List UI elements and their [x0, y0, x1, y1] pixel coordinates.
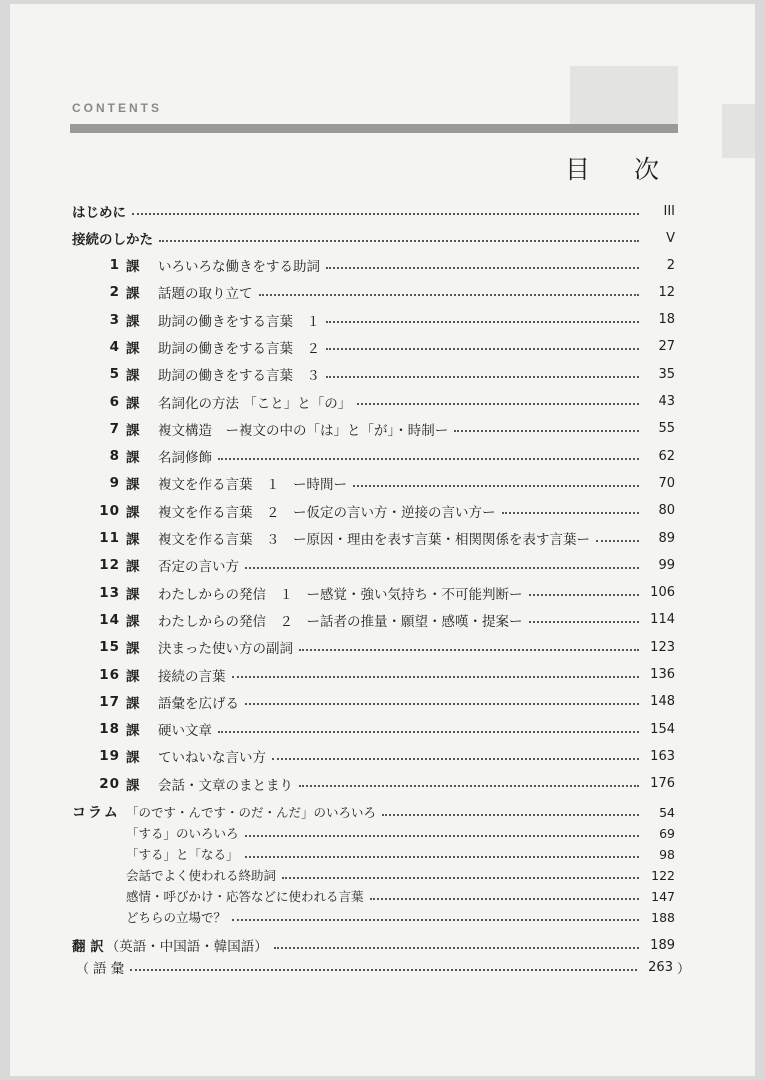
toc-entry-lesson-15[interactable] [72, 636, 675, 658]
lesson-ka: 課 [126, 504, 140, 521]
lesson-ka: 課 [126, 259, 140, 275]
toc-entry-connections[interactable] [72, 227, 675, 249]
lesson-page: 70 [658, 475, 675, 491]
lesson-ka: 課 [126, 450, 140, 467]
column-title: 感情・呼びかけ・応答などに使われる言葉 [126, 889, 364, 904]
leader-dots [218, 730, 639, 733]
lesson-number: 6 [109, 393, 120, 410]
lesson-number: 15 [99, 639, 120, 656]
lesson-number: 1 [109, 257, 120, 273]
lesson-number: 17 [99, 693, 120, 710]
entry-page: III [663, 203, 675, 219]
lesson-number: 2 [109, 284, 120, 301]
column-title: 「する」と「なる」 [126, 847, 239, 862]
entry-page: V [666, 230, 675, 246]
translation-title: （英語・中国語・韓国語） [105, 939, 268, 955]
lesson-page: 89 [658, 530, 675, 546]
lesson-page: 106 [650, 585, 675, 601]
leader-dots [326, 347, 639, 350]
lesson-ka: 課 [126, 641, 140, 658]
leader-dots [326, 375, 639, 378]
lesson-ka: 課 [126, 477, 140, 494]
toc-entry-lesson-17[interactable] [72, 691, 675, 713]
column-page: 69 [659, 825, 675, 841]
leader-dots [245, 834, 639, 837]
lesson-page: 136 [650, 667, 675, 682]
lesson-title: 否定の言い方 [158, 559, 239, 576]
leader-dots [326, 320, 639, 323]
page-title: 目 次 [565, 155, 677, 184]
lesson-ka: 課 [126, 723, 140, 740]
lesson-page: 55 [658, 421, 675, 437]
lesson-page: 2 [666, 257, 675, 273]
lesson-title: 決まった使い方の副詞 [158, 641, 293, 658]
lesson-page: 148 [650, 694, 675, 710]
lesson-number: 16 [99, 666, 120, 683]
lesson-ka: 課 [126, 422, 140, 439]
lesson-ka: 課 [126, 559, 140, 576]
lesson-ka: 課 [126, 586, 140, 603]
lesson-number: 13 [99, 584, 120, 601]
lesson-page: 154 [650, 721, 675, 737]
leader-dots [299, 648, 639, 651]
leader-dots [454, 429, 639, 432]
lesson-title: 語彙を広げる [158, 695, 239, 712]
lesson-title: ていねいな言い方 [158, 750, 266, 767]
leader-dots [232, 918, 639, 921]
vocabulary-page: 263 [648, 959, 673, 975]
lesson-number: 9 [109, 475, 120, 492]
lesson-title: 接続の言葉 [158, 668, 226, 685]
translation-page: 189 [650, 937, 675, 953]
translation-heading: 翻 訳 [72, 939, 104, 955]
entry-title: はじめに [72, 205, 126, 221]
show-through-tab [722, 104, 755, 158]
lesson-ka: 課 [126, 750, 140, 767]
leader-dots [132, 212, 639, 215]
lesson-title: 複文構造 ー複文の中の「は」と「が」・時制ー [158, 422, 449, 439]
lesson-title: 助詞の働きをする言葉 １ [158, 313, 320, 330]
lesson-ka: 課 [126, 668, 140, 685]
lesson-page: 176 [650, 776, 675, 792]
lesson-ka: 課 [126, 340, 140, 357]
toc-entry-lesson-8[interactable] [72, 445, 675, 467]
lesson-title: 助詞の働きをする言葉 ３ [158, 368, 320, 385]
lesson-number: 3 [109, 311, 120, 328]
open-paren: （ [76, 961, 90, 977]
toc-entry-lesson-3[interactable] [72, 309, 675, 331]
toc-entry-lesson-14[interactable] [72, 609, 675, 631]
toc-entry-lesson-11[interactable] [72, 527, 675, 549]
lesson-page: 18 [658, 312, 675, 328]
lesson-ka: 課 [126, 395, 140, 412]
lesson-number: 19 [99, 748, 120, 765]
lesson-title: わたしからの発信 １ ー感覚・強い気持ち・不可能判断ー [158, 586, 523, 603]
lesson-page: 80 [658, 503, 675, 519]
leader-dots [282, 876, 639, 879]
lesson-title: いろいろな働きをする助詞 [158, 259, 320, 275]
lesson-number: 18 [99, 721, 120, 738]
lesson-page: 123 [650, 639, 675, 655]
lesson-title: 名詞化の方法 「こと」と「の」 [158, 395, 352, 412]
lesson-ka: 課 [126, 532, 140, 548]
lesson-ka: 課 [126, 777, 140, 794]
vocabulary-title: 語 彙 [93, 961, 125, 977]
leader-dots [272, 757, 639, 760]
toc-entry-preface[interactable] [72, 200, 675, 222]
toc-entry-lesson-2[interactable] [72, 281, 675, 303]
lesson-ka: 課 [126, 286, 140, 303]
lesson-title: 硬い文章 [158, 723, 212, 740]
lesson-title: 話題の取り立て [158, 286, 253, 303]
column-heading: コラム [72, 805, 120, 821]
toc-entry-lesson-20[interactable] [72, 773, 675, 795]
leader-dots [299, 784, 639, 787]
toc-entry-column-4[interactable] [72, 865, 675, 885]
lesson-number: 7 [109, 420, 120, 437]
toc-entry-lesson-4[interactable] [72, 336, 675, 358]
lesson-title: 複文を作る言葉 １ ー時間ー [158, 477, 347, 494]
toc-entry-column-2[interactable] [72, 823, 675, 843]
lesson-ka: 課 [126, 368, 140, 385]
leader-dots [274, 946, 639, 949]
toc-entry-lesson-1[interactable] [72, 254, 675, 276]
toc-entry-lesson-10[interactable] [72, 500, 675, 522]
toc-entry-vocabulary[interactable] [72, 956, 694, 978]
contents-label: CONTENTS [72, 101, 162, 115]
lesson-number: 12 [99, 557, 120, 574]
column-title: どちらの立場で？ [126, 910, 227, 925]
toc-entry-column-1[interactable] [72, 802, 675, 822]
lesson-title: わたしからの発信 ２ ー話者の推量・願望・感嘆・提案ー [158, 613, 523, 630]
column-title: 「する」のいろいろ [126, 826, 239, 841]
lesson-page: 43 [658, 394, 675, 409]
leader-dots [357, 402, 639, 405]
lesson-page: 99 [658, 557, 675, 573]
toc-entry-translation[interactable] [72, 934, 675, 956]
toc-entry-lesson-7[interactable] [72, 418, 675, 440]
leader-dots [529, 593, 640, 596]
column-page: 54 [659, 804, 675, 820]
lesson-title: 複文を作る言葉 ３ ー原因・理由を表す言葉・相関関係を表す言葉ー [158, 532, 590, 548]
leader-dots [245, 702, 639, 705]
lesson-page: 163 [650, 748, 675, 764]
column-title: 会話でよく使われる終助詞 [126, 868, 277, 883]
lesson-ka: 課 [126, 613, 140, 630]
lesson-title: 会話・文章のまとまり [158, 777, 293, 794]
leader-dots [596, 539, 639, 542]
toc-entry-column-6[interactable] [72, 907, 675, 927]
show-through-box [570, 66, 678, 128]
lesson-page: 12 [658, 284, 675, 300]
lesson-title: 名詞修飾 [158, 450, 212, 467]
lesson-ka: 課 [126, 313, 140, 330]
header-rule [70, 124, 678, 133]
leader-dots [218, 457, 639, 460]
column-page: 98 [659, 846, 675, 862]
toc-entry-lesson-5[interactable] [72, 363, 675, 385]
lesson-number: 11 [99, 530, 120, 546]
leader-dots [382, 813, 639, 816]
toc-entry-lesson-19[interactable] [72, 745, 675, 767]
column-page: 122 [651, 867, 675, 883]
lesson-title: 助詞の働きをする言葉 ２ [158, 340, 320, 357]
leader-dots [502, 511, 640, 514]
toc-entry-lesson-18[interactable] [72, 718, 675, 740]
leader-dots [529, 620, 640, 623]
lesson-number: 14 [99, 611, 120, 628]
entry-title: 接続のしかた [72, 232, 153, 248]
lesson-title: 複文を作る言葉 ２ ー仮定の言い方・逆接の言い方ー [158, 504, 496, 521]
leader-dots [353, 484, 639, 487]
leader-dots [326, 266, 639, 269]
close-paren: ） [676, 961, 690, 977]
leader-dots [245, 566, 639, 569]
toc-entry-lesson-12[interactable] [72, 554, 675, 576]
leader-dots [245, 855, 639, 858]
toc-entry-column-3[interactable] [72, 844, 675, 864]
lesson-number: 10 [99, 502, 120, 519]
column-title: 「のです・んです・のだ・んだ」のいろいろ [126, 805, 377, 820]
leader-dots [232, 675, 640, 678]
lesson-page: 62 [658, 448, 675, 464]
lesson-number: 4 [109, 338, 120, 355]
lesson-number: 5 [109, 366, 120, 383]
column-page: 147 [651, 888, 675, 904]
leader-dots [370, 897, 639, 900]
lesson-number: 8 [109, 448, 120, 465]
lesson-page: 27 [658, 339, 675, 355]
toc-entry-column-5[interactable] [72, 886, 675, 906]
lesson-number: 20 [99, 775, 120, 792]
lesson-page: 35 [658, 366, 675, 382]
lesson-page: 114 [650, 612, 675, 628]
leader-dots [259, 293, 640, 296]
leader-dots [130, 968, 637, 971]
lesson-ka: 課 [126, 695, 140, 712]
toc-entry-lesson-16[interactable] [72, 664, 675, 686]
toc-entry-lesson-6[interactable] [72, 391, 675, 413]
column-page: 188 [651, 909, 675, 925]
toc-entry-lesson-13[interactable] [72, 582, 675, 604]
leader-dots [159, 239, 639, 242]
toc-entry-lesson-9[interactable] [72, 472, 675, 494]
